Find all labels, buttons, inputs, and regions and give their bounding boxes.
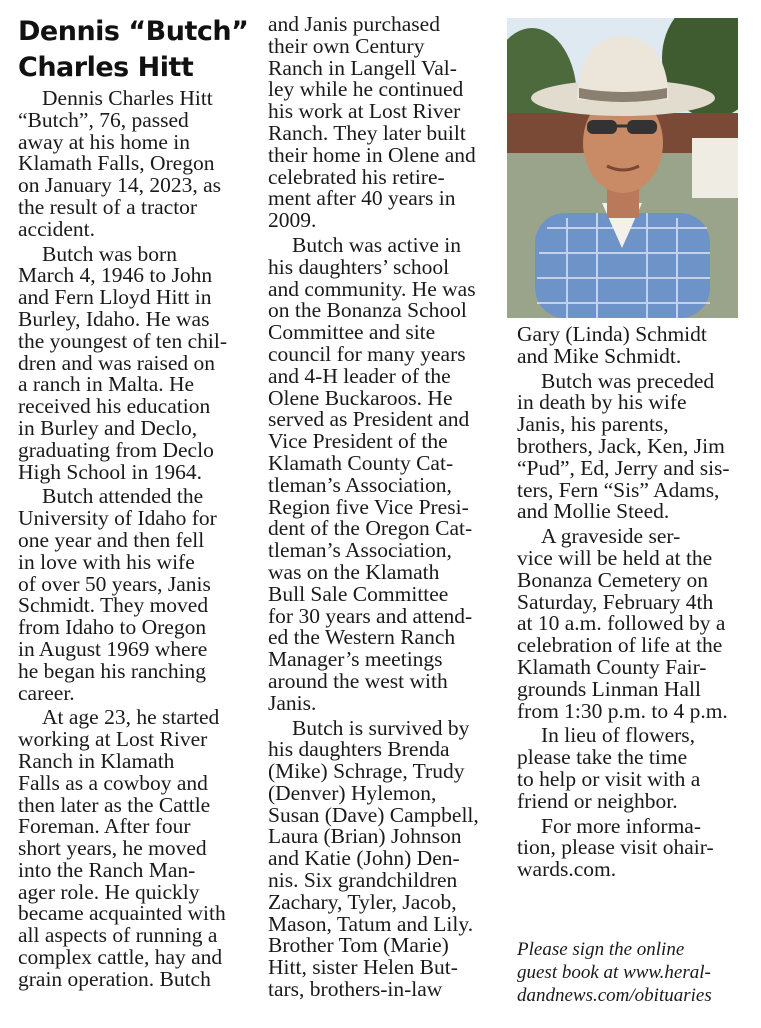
text-line: Janis, his parents, (517, 412, 669, 437)
text-line: Bonanza Cemetery on (517, 567, 709, 592)
text-line: in death by his wife (517, 390, 687, 415)
text-line: his work at Lost River (268, 99, 461, 124)
text-line: Mason, Tatum and Lily. (268, 911, 474, 936)
text-line: Olene Buckaroos. He (268, 385, 453, 410)
text-line: complex cattle, hay and (18, 945, 223, 970)
text-line: Susan (Dave) Campbell, (268, 802, 479, 827)
text-line: Saturday, February 4th (517, 589, 714, 614)
text-line: the youngest of ten chil- (18, 328, 227, 353)
text-line: grain operation. Butch (18, 966, 211, 991)
text-line: 2009. (268, 208, 317, 233)
text-line: Butch was born (42, 241, 177, 266)
text-line: in Burley and Declo, (18, 415, 198, 440)
paragraph (18, 88, 250, 241)
text-column-1 (18, 88, 250, 991)
text-line: “Butch”, 76, passed (18, 107, 189, 132)
text-line: into the Ranch Man- (18, 857, 196, 882)
text-line: was on the Klamath (268, 559, 440, 584)
text-line: ley while he continued (268, 77, 464, 102)
text-line: celebration of life at the (517, 633, 723, 658)
text-line: Butch is survived by (292, 715, 470, 740)
text-line: Manager’s meetings (268, 647, 443, 672)
text-line: ment after 40 years in (268, 186, 456, 211)
text-line: at 10 a.m. followed by a (517, 611, 726, 636)
text-line: and Katie (John) Den- (268, 846, 460, 871)
text-line: Burley, Idaho. He was (18, 306, 210, 331)
text-line: ager role. He quickly (18, 879, 200, 904)
text-line: tleman’s Association, (268, 538, 452, 563)
text-line: University of Idaho for (18, 506, 217, 531)
headline-line: Charles Hitt (18, 52, 194, 83)
text-line: Laura (Brian) Johnson (268, 824, 462, 849)
text-line: career. (18, 680, 75, 705)
paragraph (517, 368, 747, 524)
text-line: Falls as a cowboy and (18, 770, 208, 795)
text-line: Klamath County Cat- (268, 450, 454, 475)
text-line: dren and was raised on (18, 350, 216, 375)
paragraph (268, 14, 500, 232)
text-line: For more informa- (541, 813, 702, 838)
text-line: one year and then fell (18, 527, 205, 552)
text-line: away at his home in (18, 129, 190, 154)
text-line: and 4-H leader of the (268, 363, 451, 388)
text-line: Bull Sale Committee (268, 581, 449, 606)
text-line: In lieu of flowers, (541, 723, 696, 748)
text-line: grounds Linman Hall (517, 676, 701, 701)
text-line: March 4, 1946 to John (18, 263, 213, 288)
text-column-2 (268, 14, 500, 1001)
text-line: Foreman. After four (18, 814, 191, 839)
text-line: At age 23, he started (42, 705, 220, 730)
text-line: Brother Tom (Marie) (268, 933, 449, 958)
text-line: celebrated his retire- (268, 164, 445, 189)
text-line: Zachary, Tyler, Jacob, (268, 889, 457, 914)
paragraph (517, 813, 747, 882)
text-line: Klamath County Fair- (517, 654, 707, 679)
text-line: his daughters Brenda (268, 737, 450, 762)
text-line: of over 50 years, Janis (18, 571, 211, 596)
text-line: their own Century (268, 33, 425, 58)
text-line: Dennis Charles Hitt (42, 86, 213, 110)
text-line: dent of the Oregon Cat- (268, 516, 473, 541)
text-line: Vice President of the (268, 429, 448, 454)
portrait-illustration (507, 18, 738, 318)
text-line: council for many years (268, 341, 466, 366)
paragraph (268, 715, 500, 1002)
text-line: friend or neighbor. (517, 788, 678, 813)
text-line: and Janis purchased (268, 12, 440, 36)
text-line: then later as the Cattle (18, 792, 211, 817)
text-line: and Fern Lloyd Hitt in (18, 285, 212, 310)
text-line: became acquainted with (18, 901, 226, 926)
portrait-photo (507, 18, 738, 318)
text-line: received his education (18, 394, 211, 419)
text-line: on the Bonanza School (268, 298, 467, 323)
text-line: from Idaho to Oregon (18, 615, 207, 640)
text-line: tleman’s Association, (268, 472, 452, 497)
text-line: he began his ranching (18, 658, 207, 683)
text-line: please take the time (517, 745, 688, 770)
text-line: Hitt, sister Helen But- (268, 955, 458, 980)
closing-line: dandnews.com/obituaries (517, 985, 712, 1006)
text-line: their home in Olene and (268, 142, 476, 167)
page-title (18, 14, 258, 86)
paragraph (517, 526, 747, 722)
sunglasses-left (587, 120, 617, 134)
text-line: brothers, Jack, Ken, Jim (517, 433, 725, 458)
text-line: and Mollie Steed. (517, 499, 670, 524)
paragraph (517, 324, 747, 368)
text-line: and Mike Schmidt. (517, 343, 682, 368)
text-line: from 1:30 p.m. to 4 p.m. (517, 698, 728, 723)
text-line: graduating from Declo (18, 437, 214, 462)
text-line: wards.com. (517, 857, 617, 882)
paragraph (18, 241, 250, 484)
paragraph (18, 707, 250, 990)
text-line: Gary (Linda) Schmidt (517, 322, 707, 346)
text-line: for 30 years and attend- (268, 603, 473, 628)
sunglasses-right (627, 120, 657, 134)
paragraph (18, 486, 250, 704)
text-line: Butch was preceded (541, 368, 715, 393)
text-line: ters, Fern “Sis” Adams, (517, 477, 720, 502)
text-line: and community. He was (268, 276, 476, 301)
text-line: a ranch in Malta. He (18, 372, 195, 397)
text-line: High School in 1964. (18, 459, 202, 484)
text-line: Butch attended the (42, 484, 204, 509)
text-column-3 (517, 324, 747, 881)
text-line: his daughters’ school (268, 254, 450, 279)
text-line: working at Lost River (18, 727, 208, 752)
text-line: Ranch. They later built (268, 120, 466, 145)
text-line: A graveside ser- (541, 524, 681, 549)
text-line: served as President and (268, 407, 470, 432)
text-line: tars, brothers-in-law (268, 977, 443, 1002)
text-line: Schmidt. They moved (18, 593, 209, 618)
text-line: Region five Vice Presi- (268, 494, 469, 519)
text-line: on January 14, 2023, as (18, 173, 222, 198)
text-line: accident. (18, 216, 95, 241)
paragraph (268, 232, 500, 715)
text-line: to help or visit with a (517, 766, 701, 791)
text-line: Janis. (268, 690, 317, 715)
paragraph (517, 725, 747, 812)
text-line: nis. Six grandchildren (268, 868, 458, 893)
headline-line: Dennis “Butch” (18, 16, 249, 47)
text-line: the result of a tractor (18, 194, 198, 219)
text-line: short years, he moved (18, 836, 207, 861)
text-line: in August 1969 where (18, 636, 208, 661)
text-line: (Mike) Schrage, Trudy (268, 759, 465, 784)
guestbook-note (517, 938, 747, 1007)
text-line: in love with his wife (18, 549, 195, 574)
text-line: (Denver) Hylemon, (268, 780, 437, 805)
text-line: ed the Western Ranch (268, 625, 456, 650)
text-line: vice will be held at the (517, 545, 713, 570)
background-building (692, 138, 738, 198)
text-line: Committee and site (268, 320, 436, 345)
text-line: Ranch in Klamath (18, 748, 175, 773)
text-line: Klamath Falls, Oregon (18, 151, 215, 176)
text-line: tion, please visit ohair- (517, 835, 714, 860)
text-line: all aspects of running a (18, 923, 218, 948)
text-line: “Pud”, Ed, Jerry and sis- (517, 455, 730, 480)
text-line: Ranch in Langell Val- (268, 55, 457, 80)
closing-line: Please sign the online (517, 939, 685, 960)
text-line: around the west with (268, 668, 448, 693)
closing-line: guest book at www.heral- (517, 962, 711, 983)
text-line: Butch was active in (292, 232, 461, 257)
